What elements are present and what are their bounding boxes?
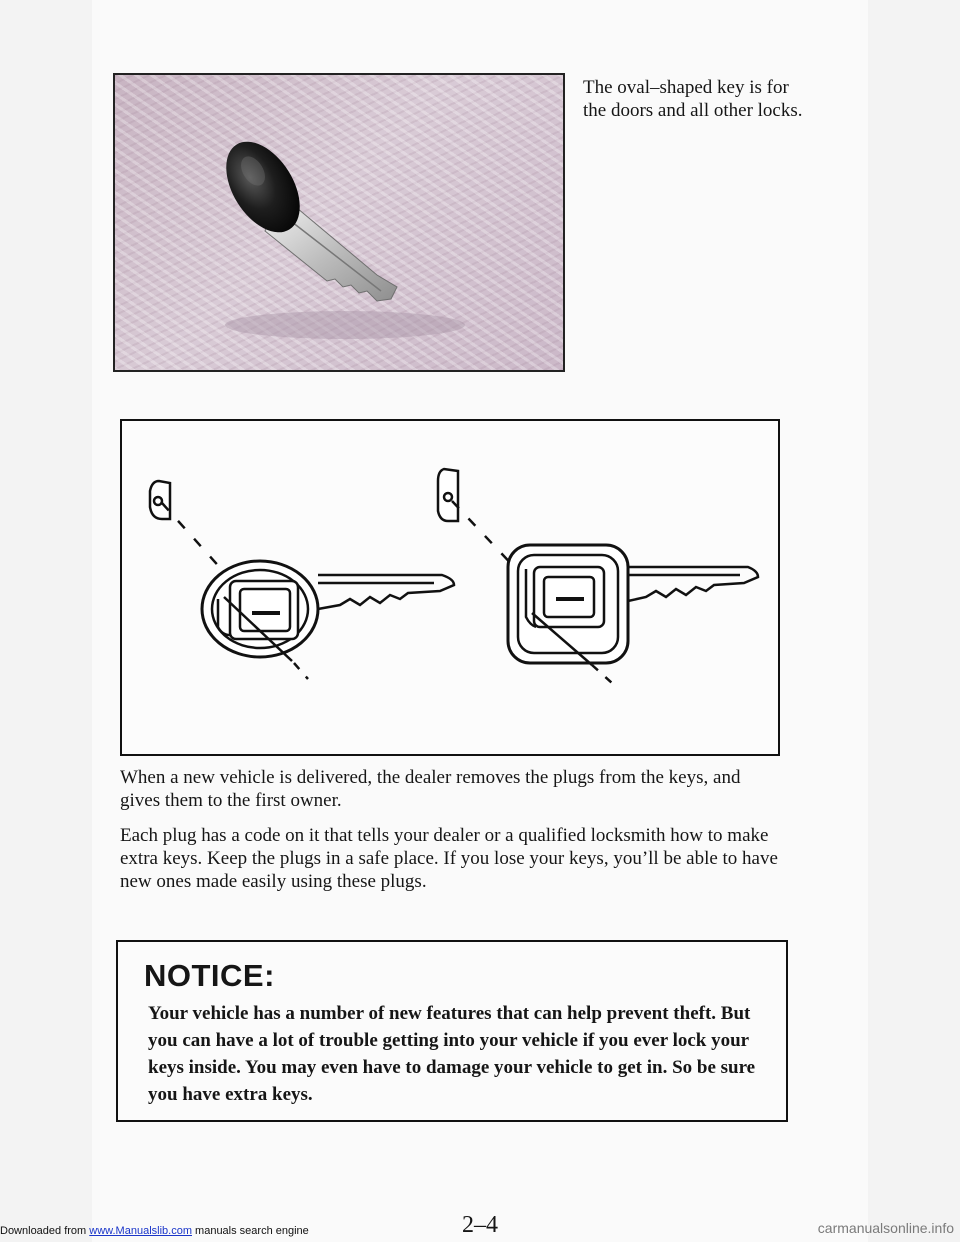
key-caption: The oval–shaped key is for the doors and all other locks. [583, 77, 803, 121]
notice-text: Your vehicle has a number of new features that can help prevent theft. But you can have a lot of trouble getting into your vehicle if you ever lock your keys inside. You may even have to damage your vehicle to get in. So be sure you have extra keys. [148, 1003, 756, 1105]
footer-suffix: manuals search engine [191, 1225, 309, 1237]
watermark-text: carmanualsonline.info [817, 1220, 954, 1236]
key-plug-diagram [120, 419, 780, 756]
square-key-drawing [438, 469, 758, 683]
oval-key-photo [113, 73, 565, 372]
page-number: 2–4 [462, 1212, 498, 1238]
paragraph-plug-code: Each plug has a code on it that tells your dealer or a qualified locksmith how to make extra keys. Keep the plugs in a safe place. If you lose your keys, you’ll be able to have new ones made easily using these plugs. [120, 825, 778, 892]
footer-prefix: Downloaded from [0, 1225, 90, 1237]
oval-key-drawing [150, 481, 454, 679]
notice-box [116, 940, 788, 1122]
notice-title: NOTICE: [144, 958, 275, 993]
manualslib-link[interactable]: www.Manualslib.com [89, 1225, 192, 1237]
paragraph-delivery: When a new vehicle is delivered, the dealer removes the plugs from the keys, and gives them to the first owner. [120, 767, 741, 811]
download-footer [0, 1225, 309, 1237]
